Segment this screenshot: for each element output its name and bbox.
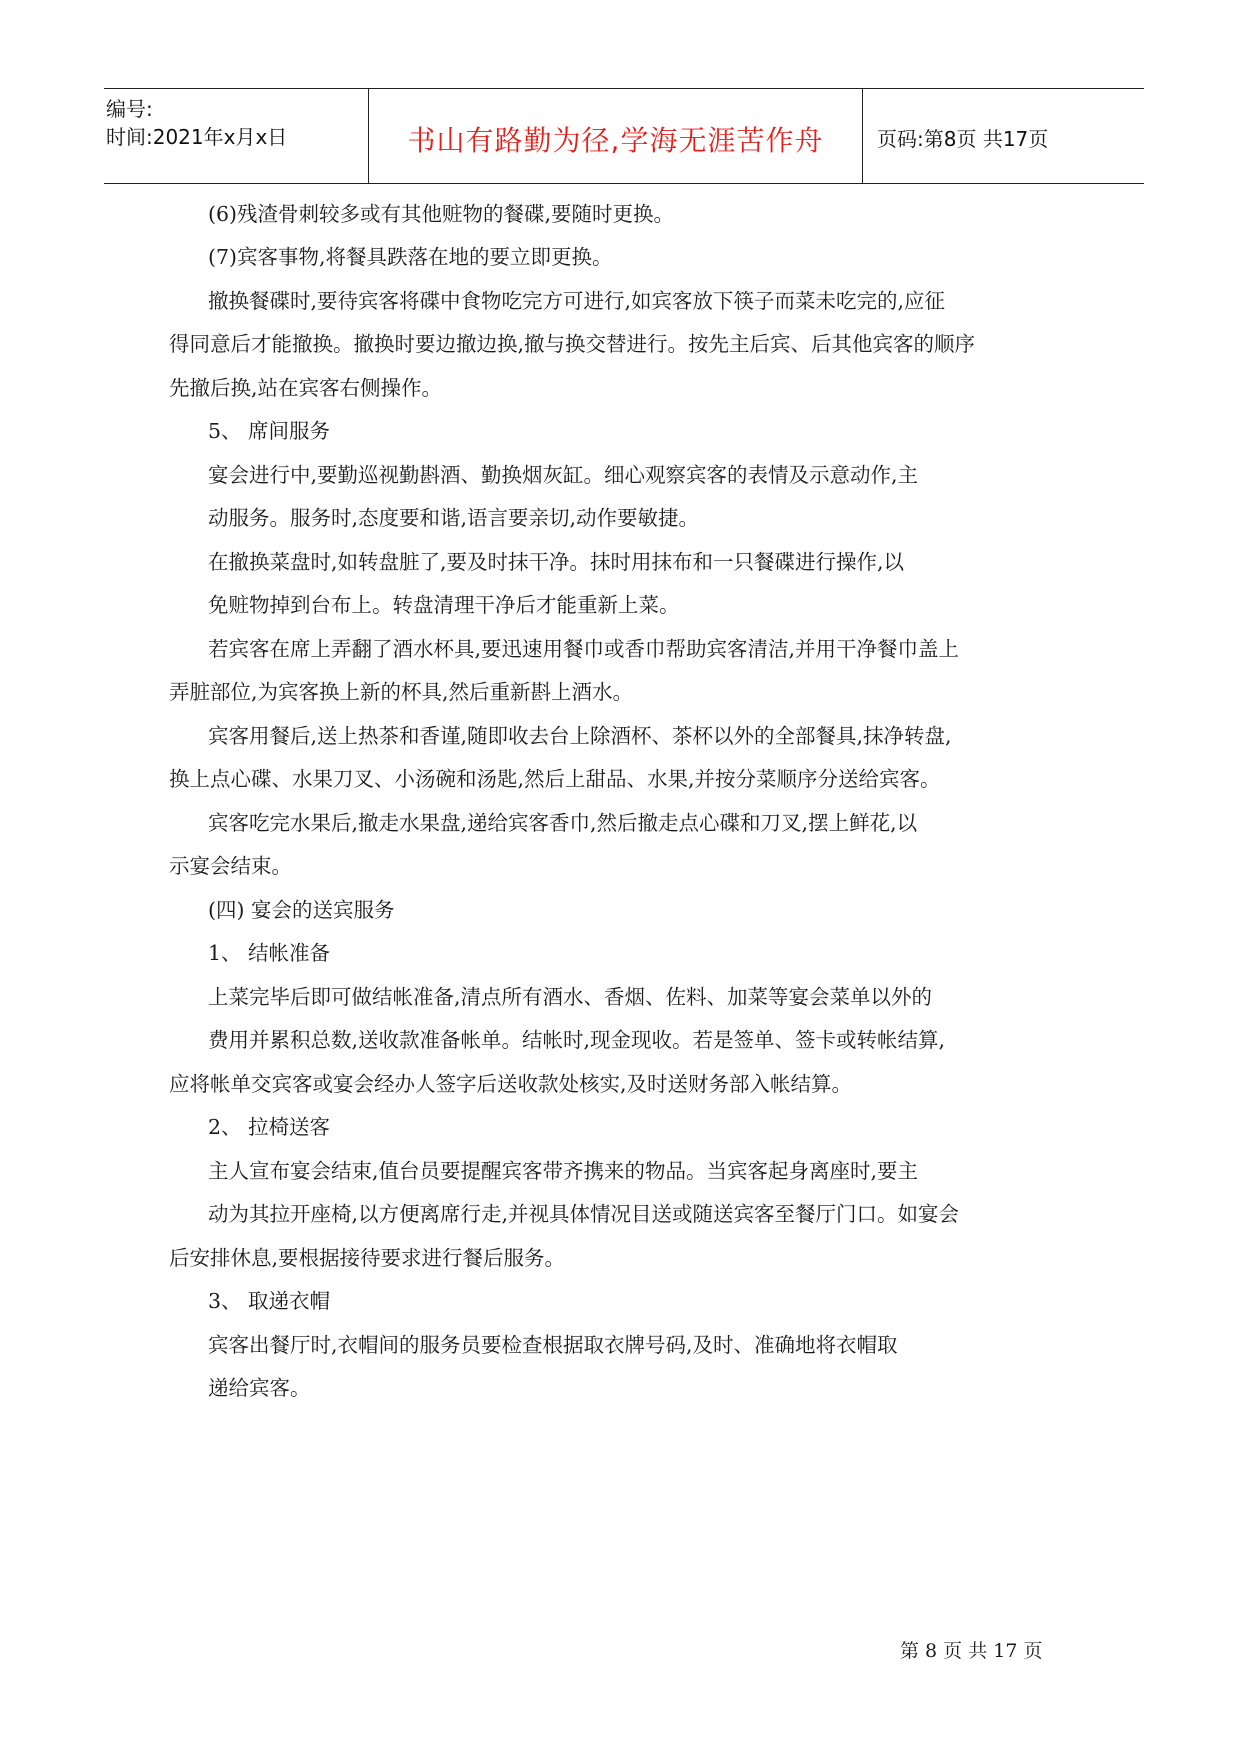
document-number-label: 编号: xyxy=(106,97,153,121)
body-line: 主人宣布宴会结束,值台员要提醒宾客带齐携来的物品。当宾客起身离座时,要主 xyxy=(208,1159,919,1183)
body-line: 动服务。服务时,态度要和谐,语言要亲切,动作要敏捷。 xyxy=(208,506,700,530)
body-line: (7)宾客事物,将餐具跌落在地的要立即更换。 xyxy=(208,245,613,269)
header-page-cell xyxy=(863,89,1143,183)
body-line: 宾客用餐后,送上热茶和香谨,随即收去台上除酒杯、茶杯以外的全部餐具,抹净转盘, xyxy=(208,724,952,748)
section-heading: 2、 拉椅送客 xyxy=(208,1115,331,1139)
body-line: (6)残渣骨刺较多或有其他赃物的餐碟,要随时更换。 xyxy=(208,202,675,226)
body-line: 先撤后换,站在宾客右侧操作。 xyxy=(169,376,443,400)
section-heading: 1、 结帐准备 xyxy=(208,941,331,965)
document-header xyxy=(104,88,1144,184)
body-line: 撤换餐碟时,要待宾客将碟中食物吃完方可进行,如宾客放下筷子而菜未吃完的,应征 xyxy=(208,289,946,313)
body-line: 换上点心碟、水果刀叉、小汤碗和汤匙,然后上甜品、水果,并按分菜顺序分送给宾客。 xyxy=(169,767,941,791)
body-line: 示宴会结束。 xyxy=(169,854,292,878)
section-heading: 5、 席间服务 xyxy=(208,419,331,443)
body-line: 弄脏部位,为宾客换上新的杯具,然后重新斟上酒水。 xyxy=(169,680,634,704)
body-line: 得同意后才能撤换。撤换时要边撤边换,撤与换交替进行。按先主后宾、后其他宾客的顺序 xyxy=(169,332,976,356)
header-page-number: 页码:第8页 共17页 xyxy=(877,127,1049,151)
header-info-cell xyxy=(104,89,369,183)
header-motto-cell xyxy=(369,89,863,183)
body-line: 宴会进行中,要勤巡视勤斟酒、勤换烟灰缸。细心观察宾客的表情及示意动作,主 xyxy=(208,463,919,487)
document-time-label: 时间:2021年x月x日 xyxy=(106,125,288,149)
body-line: 动为其拉开座椅,以方便离席行走,并视具体情况目送或随送宾客至餐厅门口。如宴会 xyxy=(208,1202,960,1226)
body-line: 应将帐单交宾客或宴会经办人签字后送收款处核实,及时送财务部入帐结算。 xyxy=(169,1072,853,1096)
body-line: 后安排休息,要根据接待要求进行餐后服务。 xyxy=(169,1246,566,1270)
body-line: 宾客出餐厅时,衣帽间的服务员要检查根据取衣牌号码,及时、准确地将衣帽取 xyxy=(208,1333,898,1357)
body-line: 上菜完毕后即可做结帐准备,清点所有酒水、香烟、佐料、加菜等宴会菜单以外的 xyxy=(208,985,933,1009)
body-line: 递给宾客。 xyxy=(208,1376,311,1400)
header-motto: 书山有路勤为径,学海无涯苦作舟 xyxy=(407,124,824,157)
section-heading: 3、 取递衣帽 xyxy=(208,1289,331,1313)
page-footer: 第 8 页 共 17 页 xyxy=(900,1640,1043,1662)
body-line: 费用并累积总数,送收款准备帐单。结帐时,现金现收。若是签单、签卡或转帐结算, xyxy=(208,1028,946,1052)
body-line: 在撤换菜盘时,如转盘脏了,要及时抹干净。抹时用抹布和一只餐碟进行操作,以 xyxy=(208,550,905,574)
section-heading: (四) 宴会的送宾服务 xyxy=(208,898,395,922)
body-line: 免赃物掉到台布上。转盘清理干净后才能重新上菜。 xyxy=(208,593,680,617)
body-line: 宾客吃完水果后,撤走水果盘,递给宾客香巾,然后撤走点心碟和刀叉,摆上鲜花,以 xyxy=(208,811,918,835)
body-line: 若宾客在席上弄翻了酒水杯具,要迅速用餐巾或香巾帮助宾客清洁,并用干净餐巾盖上 xyxy=(208,637,960,661)
